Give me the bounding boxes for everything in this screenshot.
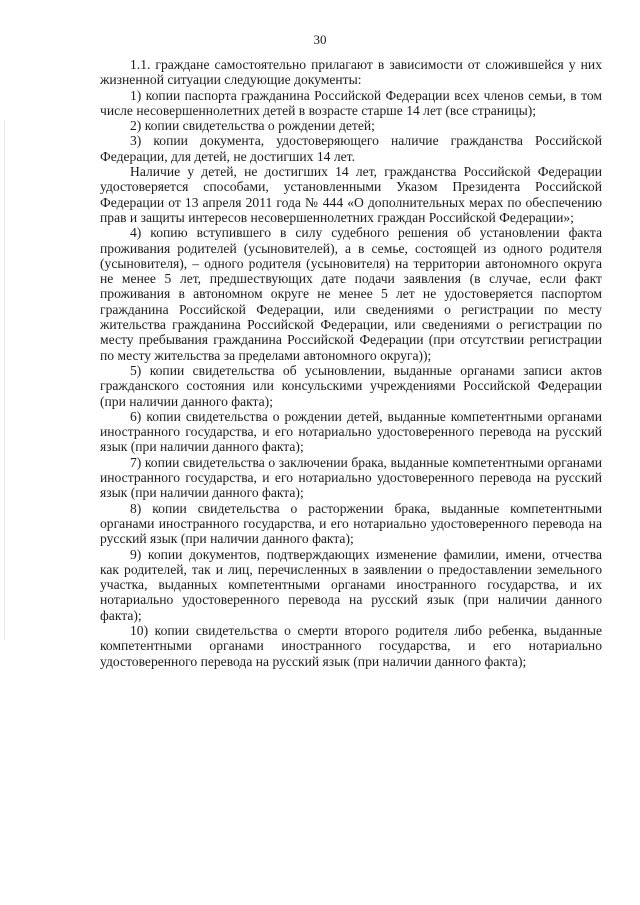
list-item-2: 2) копии свидетельства о рождении детей; [130,118,375,134]
paragraph-citizenship-note: Наличие у детей, не достигших 14 лет, гражданства Российской Федерации удостоверяется способами, установленными Указом Президента Российской Федерации от 13 апреля 2011 года № 444 «О дополнительных мерах по обеспечению прав и защиты интересов несовершеннолетних граждан Российской Федерации»; [100,164,602,225]
page-number: 30 [313,32,327,47]
list-item-9: 9) копии документов, подтверждающих изменение фамилии, имени, отчества как родителей, так и лиц, перечисленных в заявлении о предоставлении земельного участка, выданных компетентными органами иностранного государства, и их нотариально удостоверенного перевода на русский язык (при наличии данного факта); [100,546,602,623]
list-item-5: 5) копии свидетельства об усыновлении, выданные органами записи актов гражданского состояния или консульскими учреждениями Российской Федерации (при наличии данного факта); [100,362,602,409]
list-item-6: 6) копии свидетельства о рождении детей, выданные компетентными органами иностранного государства, и его нотариально удостоверенного перевода на русский язык (при наличии данного факта); [100,408,602,455]
document-body [100,57,602,669]
paragraph-intro: 1.1. граждане самостоятельно прилагают в зависимости от сложившейся у них жизненной ситуации следующие документы: [100,57,602,88]
scan-edge-line [4,120,5,640]
list-item-8: 8) копии свидетельства о расторжении брака, выданные компетентными органами иностранного государства, и его нотариально удостоверенного перевода на русский язык (при наличии данного факта); [100,500,602,547]
list-item-10: 10) копии свидетельства о смерти второго родителя либо ребенка, выданные компетентными органами иностранного государства, и его нотариально удостоверенного перевода на русский язык (при наличии данного факта); [100,622,602,669]
list-item-4: 4) копию вступившего в силу судебного решения об установлении факта проживания родителей (усыновителей), а в семье, состоящей из одного родителя (усыновителя), – одного родителя (усыновителя) на территории автономного округа не менее 5 лет, предшествующих дате подачи заявления (в случае, если факт проживания в автономном округе не менее 5 лет не удостоверяется паспортом гражданина Российской Федерации, или сведениями о регистрации по месту жительства гражданина Российской Федерации, или сведениями о регистрации по месту пребывания гражданина Российской Федерации (при отсутствии регистрации по месту жительства за пределами автономного округа)); [100,225,602,363]
list-item-3: 3) копии документа, удостоверяющего наличие гражданства Российской Федерации, для детей, не достигших 14 лет. [100,133,602,164]
list-item-1: 1) копии паспорта гражданина Российской Федерации всех членов семьи, в том числе несовершеннолетних детей в возрасте старше 14 лет (все страницы); [100,87,602,118]
list-item-7: 7) копии свидетельства о заключении брака, выданные компетентными органами иностранного государства, и его нотариально удостоверенного перевода на русский язык (при наличии данного факта); [100,454,602,501]
